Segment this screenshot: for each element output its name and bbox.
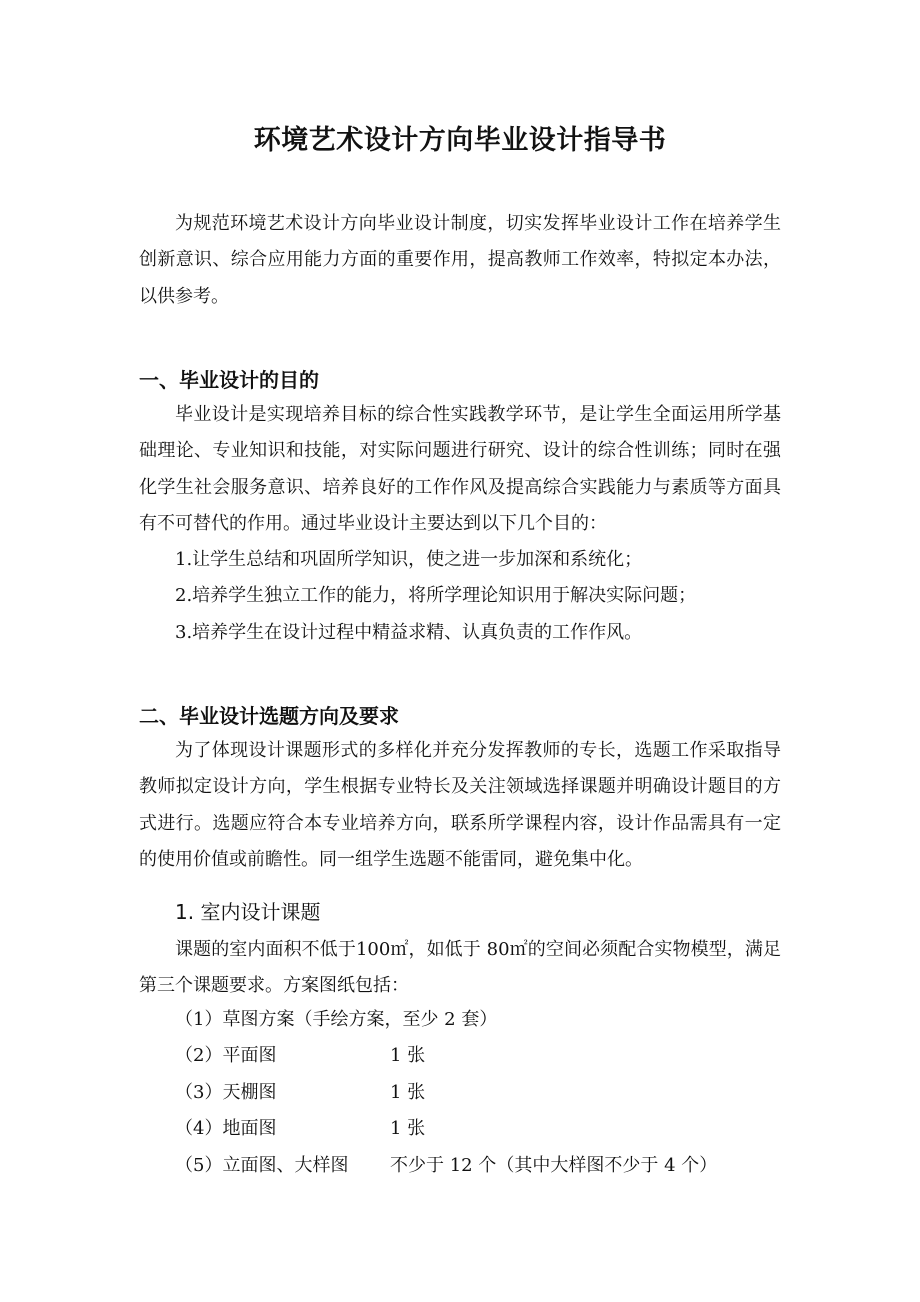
purpose-list <box>175 542 696 651</box>
document-title: 环境艺术设计方向毕业设计指导书 <box>253 125 667 156</box>
drawing-label: （2）平面图 <box>175 1045 277 1067</box>
interior-paragraph: 课题的室内面积不低于100㎡，如低于 80㎡的空间必须配合实物模型，满足第三个课题要求。方案图纸包括： <box>139 939 781 997</box>
topics-paragraph: 为了体现设计课题形式的多样化并充分发挥教师的专长，选题工作采取指导教师拟定设计方向，学生根据专业特长及关注领域选择课题并明确设计题目的方式进行。选题应符合本专业培养方向，联系所学课程内容，设计作品需具有一定的使用价值或前瞻性。同一组学生选题不能雷同，避免集中化。 <box>139 740 781 871</box>
section-heading-topics: 二、毕业设计选题方向及要求 <box>139 704 399 728</box>
drawing-count: 不少于 12 个（其中大样图不少于 4 个） <box>390 1154 718 1176</box>
drawing-count: 1 张 <box>390 1118 426 1140</box>
section-heading-purpose: 一、毕业设计的目的 <box>139 368 319 392</box>
drawing-count: 1 张 <box>390 1045 426 1067</box>
drawing-label: （1）草图方案（手绘方案，至少 2 套） <box>175 1009 498 1030</box>
drawing-label: （4）地面图 <box>175 1118 277 1140</box>
drawing-label: （5）立面图、大样图 <box>175 1154 349 1176</box>
intro-paragraph: 为规范环境艺术设计方向毕业设计制度，切实发挥毕业设计工作在培养学生创新意识、综合应用能力方面的重要作用，提高教师工作效率，特拟定本办法，以供参考。 <box>139 213 781 307</box>
drawing-label: （3）天棚图 <box>175 1081 277 1103</box>
subsection-heading-interior: 1. 室内设计课题 <box>175 900 321 924</box>
list-item: 3.培养学生在设计过程中精益求精、认真负责的工作作风。 <box>175 621 643 643</box>
list-item: 2.培养学生独立工作的能力，将所学理论知识用于解决实际问题； <box>175 585 697 607</box>
list-item: 1.让学生总结和巩固所学知识，使之进一步加深和系统化； <box>175 549 643 570</box>
drawing-count: 1 张 <box>390 1081 426 1103</box>
purpose-paragraph: 毕业设计是实现培养目标的综合性实践教学环节，是让学生全面运用所学基础理论、专业知识和技能，对实际问题进行研究、设计的综合性训练；同时在强化学生社会服务意识、培养良好的工作作风及提高综合实践能力与素质等方面具有不可替代的作用。通过毕业设计主要达到以下几个目的： <box>139 404 781 535</box>
